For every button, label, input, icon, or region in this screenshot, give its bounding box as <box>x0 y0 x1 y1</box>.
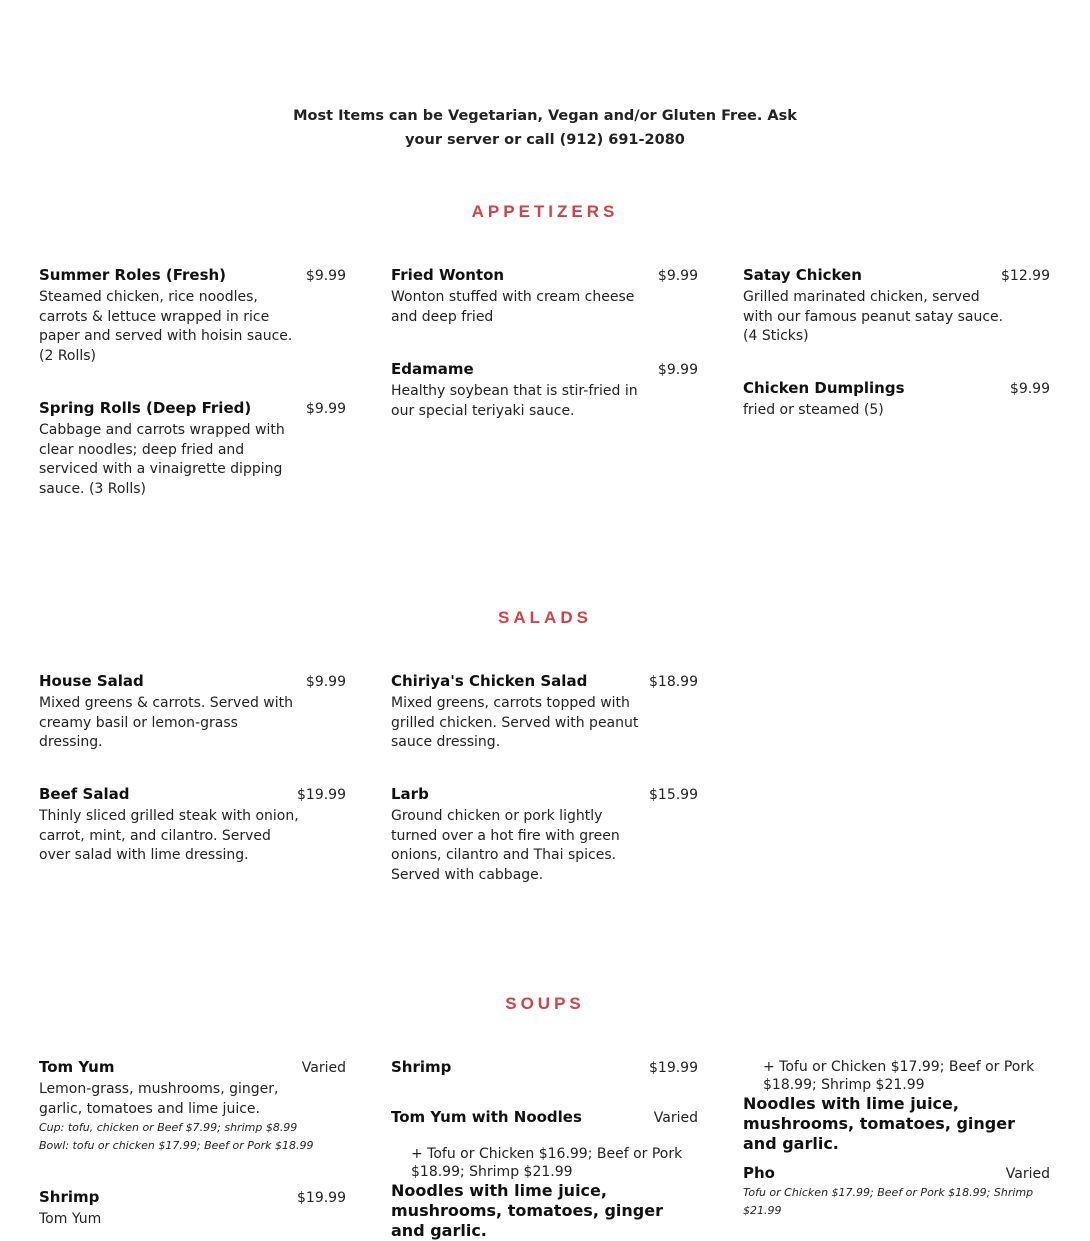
item-name: Chicken Dumplings <box>743 379 905 397</box>
item-price: $9.99 <box>305 268 346 284</box>
price-note-bowl: Bowl: tofu or chicken $17.99; Beef or Pork $18.99 <box>39 1139 314 1152</box>
item-price: $15.99 <box>649 787 698 803</box>
notice-line-2: your server or call (912) 691-2080 <box>405 132 685 148</box>
item-name: Larb <box>391 785 429 803</box>
item-price: Varied <box>301 1060 346 1076</box>
menu-item-edamame <box>391 360 698 421</box>
item-price: $9.99 <box>1009 381 1050 397</box>
item-description: fried or steamed (5) <box>743 402 884 418</box>
item-description: Healthy soybean that is stir-fried in our special teriyaki sauce. <box>391 383 638 419</box>
item-price: $19.99 <box>297 1190 346 1206</box>
price-option-list: + Tofu or Chicken $16.99; Beef or Pork $18.99; Shrimp $21.99 <box>411 1146 683 1180</box>
menu-item-tom-yum <box>39 1058 346 1155</box>
menu-item-satay-chicken <box>743 266 1050 347</box>
menu-item-chicken-dumplings <box>743 379 1050 421</box>
menu-item-house-salad <box>39 672 346 753</box>
item-name: Shrimp <box>391 1058 452 1076</box>
menu-item-chiriya-chicken-salad <box>391 672 698 753</box>
item-price: Varied <box>653 1110 698 1126</box>
menu-item-tom-yum-noodles <box>391 1108 698 1241</box>
menu-item-fried-wonton <box>391 266 698 327</box>
item-price: $9.99 <box>657 362 698 378</box>
item-name: Tom Yum with Noodles <box>391 1108 582 1126</box>
item-price: $9.99 <box>657 268 698 284</box>
appetizers-heading: APPETIZERS <box>471 202 619 221</box>
item-subheading: Noodles with lime juice, mushrooms, tomatoes, ginger and garlic. <box>743 1094 1015 1153</box>
item-description: Wonton stuffed with cream cheese and deep fried <box>391 289 635 325</box>
item-name: Pho <box>743 1164 775 1182</box>
menu-item-beef-salad <box>39 785 346 866</box>
item-name: Summer Roles (Fresh) <box>39 266 227 284</box>
item-name: Edamame <box>391 360 474 378</box>
price-option-list: + Tofu or Chicken $17.99; Beef or Pork $18.99; Shrimp $21.99 <box>763 1059 1035 1093</box>
item-price: Varied <box>1005 1166 1050 1182</box>
item-name: Fried Wonton <box>391 266 505 284</box>
item-description: Ground chicken or pork lightly turned over a hot fire with green onions, cilantro and Thai spices. Served with cabbage. <box>391 808 620 883</box>
price-note-cup: Cup: tofu, chicken or Beef $7.99; shrimp $8.99 <box>39 1121 298 1134</box>
item-name: Shrimp <box>39 1188 100 1206</box>
item-name: Spring Rolls (Deep Fried) <box>39 399 252 417</box>
menu-item-noodle-soup <box>743 1058 1050 1154</box>
item-name: Beef Salad <box>39 785 130 803</box>
menu-item-shrimp <box>391 1058 698 1076</box>
menu-item-shrimp-soup <box>39 1188 346 1230</box>
menu-item-spring-rolls <box>39 399 346 499</box>
item-price: $12.99 <box>1001 268 1050 284</box>
item-description: Mixed greens & carrots. Served with creamy basil or lemon-grass dressing. <box>39 695 293 750</box>
item-price: $9.99 <box>305 401 346 417</box>
price-note: Tofu or Chicken $17.99; Beef or Pork $18.99; Shrimp $21.99 <box>743 1186 1034 1217</box>
item-description: Thinly sliced grilled steak with onion, carrot, mint, and cilantro. Served over salad with lime dressing. <box>39 808 299 863</box>
soups-heading: SOUPS <box>505 994 585 1013</box>
item-description: Grilled marinated chicken, served with our famous peanut satay sauce. (4 Sticks) <box>743 289 1004 344</box>
menu-item-summer-roles <box>39 266 346 366</box>
item-description: Mixed greens, carrots topped with grilled chicken. Served with peanut sauce dressing. <box>391 695 639 750</box>
dietary-notice <box>0 104 1090 152</box>
item-name: Tom Yum <box>39 1058 115 1076</box>
salads-heading: SALADS <box>498 608 592 627</box>
item-subheading: Noodles with lime juice, mushrooms, tomatoes, ginger and garlic. <box>391 1181 663 1240</box>
notice-line-1: Most Items can be Vegetarian, Vegan and/or Gluten Free. Ask <box>293 108 797 124</box>
menu-item-pho <box>743 1164 1050 1220</box>
item-price: $18.99 <box>649 674 698 690</box>
item-description: Tom Yum <box>39 1211 102 1227</box>
menu-item-larb <box>391 785 698 885</box>
item-name: Chiriya's Chicken Salad <box>391 672 588 690</box>
item-description: Steamed chicken, rice noodles, carrots & lettuce wrapped in rice paper and served with hoisin sauce. (2 Rolls) <box>39 289 293 364</box>
item-price: $19.99 <box>297 787 346 803</box>
item-price: $19.99 <box>649 1060 698 1076</box>
item-description: Cabbage and carrots wrapped with clear noodles; deep fried and serviced with a vinaigrette dipping sauce. (3 Rolls) <box>39 422 285 497</box>
item-price: $9.99 <box>305 674 346 690</box>
item-description: Lemon-grass, mushrooms, ginger, garlic, tomatoes and lime juice. <box>39 1081 279 1117</box>
item-name: House Salad <box>39 672 144 690</box>
item-name: Satay Chicken <box>743 266 862 284</box>
